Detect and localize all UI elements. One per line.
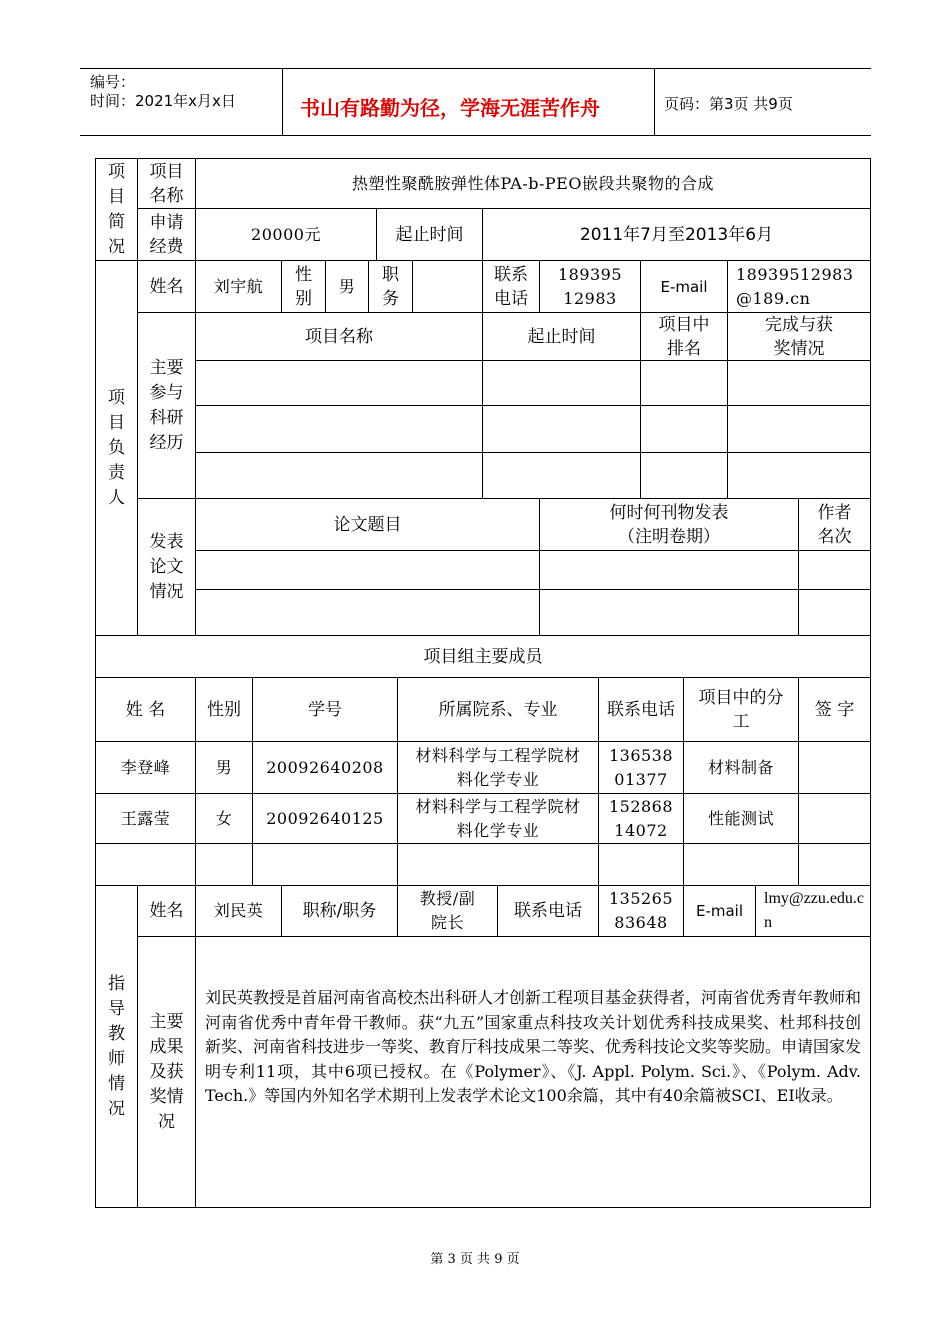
- grid-line: [137, 936, 870, 937]
- fund-label-text: 申请经费: [149, 212, 184, 257]
- time-label: 时间：2021年x月x日: [90, 92, 236, 110]
- leader-gender-label-text: 性别: [295, 264, 312, 309]
- advisor-phone-value-text: 13526583648: [608, 889, 674, 932]
- advisor-title-label: 职称/职务: [302, 901, 377, 921]
- period-label: 起止时间: [395, 224, 464, 245]
- fund-value: 20000元: [251, 224, 321, 244]
- advisor-phone-value: [599, 886, 683, 936]
- grid-line: [195, 452, 870, 453]
- advisor-name-label: 姓名: [149, 901, 184, 921]
- header-bottom-rule: [80, 135, 871, 136]
- papers-label: [138, 499, 195, 635]
- member-phone: [599, 794, 683, 843]
- advisor-section-text: 指导教师情况: [108, 973, 125, 1119]
- advisor-achieve-label-text: 主要成果及获奖情况: [149, 1011, 184, 1132]
- member-name: 王露莹: [120, 808, 171, 828]
- members-header-dept: 所属院系、专业: [438, 699, 558, 720]
- advisor-achieve-label: [138, 937, 195, 1207]
- leader-title-label-text: 职务: [382, 264, 399, 309]
- member-sign[interactable]: [799, 742, 870, 793]
- research-header-name: 项目名称: [305, 326, 373, 347]
- member-phone-text: 13653801377: [608, 745, 674, 789]
- member-dept-text: 材料科学与工程学院材料化学专业: [415, 796, 581, 840]
- papers-header-journal-text: 何时何刊物发表（注明卷期）: [609, 502, 729, 547]
- fund-label: [138, 209, 195, 260]
- leader-name-label: 姓名: [149, 276, 184, 297]
- project-name-value: 热塑性聚酰胺弹性体PA-b-PEO嵌段共聚物的合成: [352, 173, 714, 193]
- member-phone-text: 15286814072: [608, 796, 674, 840]
- project-section-text: 项目简况: [108, 161, 125, 257]
- project-name-label-text: 项目名称: [149, 161, 184, 206]
- members-header-name: 姓 名: [125, 699, 166, 720]
- member-gender: 男: [215, 757, 233, 777]
- papers-header-order: [799, 499, 870, 550]
- table-border-right: [870, 158, 871, 1208]
- advisor-email-label: E-mail: [695, 902, 744, 920]
- advisor-section-label: [96, 886, 137, 1207]
- advisor-phone-label: 联系电话: [514, 901, 582, 921]
- header-motto: 书山有路勤为径，学海无涯苦作舟: [300, 96, 600, 120]
- advisor-name-value: 刘民英: [213, 901, 264, 920]
- research-header-rank-text: 项目中排名: [658, 314, 710, 359]
- project-name-label: [138, 159, 195, 208]
- leader-title-value: [413, 261, 482, 312]
- member-phone: [599, 742, 683, 793]
- member-name: 李登峰: [120, 757, 171, 777]
- member-dept: [398, 794, 598, 843]
- leader-phone-label-text: 联系电话: [494, 264, 528, 309]
- papers-label-text: 发表论文情况: [149, 531, 184, 602]
- grid-line: [195, 550, 870, 551]
- research-header-period: 起止时间: [527, 326, 596, 347]
- leader-name-value: 刘宇航: [213, 276, 264, 296]
- leader-phone-value-text: 18939512983: [557, 264, 623, 308]
- leader-phone-value: [540, 261, 640, 312]
- research-label-text: 主要参与科研经历: [149, 357, 184, 453]
- grid-line: [195, 589, 870, 590]
- project-section-label: [96, 159, 137, 260]
- papers-header-journal: [540, 499, 798, 550]
- leader-gender-label: [282, 261, 325, 312]
- members-header-id: 学号: [308, 699, 342, 720]
- leader-email-value: [728, 261, 870, 312]
- leader-gender-value: 男: [338, 276, 356, 296]
- members-header-phone: 联系电话: [607, 699, 675, 720]
- member-role: 材料制备: [707, 757, 774, 777]
- grid-line: [95, 843, 871, 844]
- members-header-role-text: 项目中的分工: [698, 687, 784, 732]
- leader-section-label: [96, 261, 137, 635]
- members-header-gender: 性别: [207, 699, 241, 720]
- header-top-rule: [80, 68, 871, 69]
- advisor-email-value: [756, 886, 870, 936]
- member-role: 性能测试: [707, 808, 774, 828]
- page-footer: 第 3 页 共 9 页: [430, 1252, 520, 1267]
- advisor-title-value: [398, 886, 497, 936]
- member-dept-text: 材料科学与工程学院材料化学专业: [415, 745, 581, 789]
- table-border-bottom: [95, 1207, 871, 1208]
- leader-email-value-text: 18939512983@189.cn: [736, 264, 854, 308]
- member-id: 20092640125: [266, 808, 384, 828]
- research-header-award-text: 完成与获奖情况: [765, 314, 833, 359]
- papers-header-order-text: 作者名次: [817, 502, 852, 547]
- advisor-achievements: 刘民英教授是首届河南省高校杰出科研人才创新工程项目基金获得者，河南省优秀青年教师和河南省优秀中青年骨干教师。获“九五”国家重点科技攻关计划优秀科技成果奖、杜邦科技创新奖、河南省科技进步一等奖、教育厅科技成果二等奖、优秀科技论文奖等奖励。申请国家发明专利11项，其中6项已授权。在《Polymer》、《J. Appl. Polym. Sci.》、《Polym. Adv. Tech.》等国内外知名学术期刊上发表学术论文100余篇，其中有40余篇被SCI、EI收录。: [205, 988, 862, 1105]
- member-dept: [398, 742, 598, 793]
- members-header-role: [684, 678, 798, 741]
- leader-phone-label: [483, 261, 539, 312]
- papers-header-title: 论文题目: [333, 514, 402, 535]
- member-id: 20092640208: [266, 757, 384, 777]
- advisor-email-value-text: lmy@zzu.edu.cn: [764, 890, 865, 931]
- advisor-title-value-text: 教授/副院长: [419, 889, 476, 932]
- members-header-sign: 签 字: [814, 699, 855, 720]
- research-header-rank: [641, 313, 727, 360]
- header-divider-2: [654, 68, 655, 136]
- leader-email-label: E-mail: [660, 277, 708, 296]
- member-sign[interactable]: [799, 794, 870, 843]
- research-header-award: [728, 313, 870, 360]
- header-divider-1: [282, 68, 283, 136]
- page-label: 页码：第3页 共9页: [664, 95, 793, 113]
- period-value: 2011年7月至2013年6月: [579, 224, 774, 245]
- leader-title-label: [369, 261, 412, 312]
- serial-label: 编号：: [90, 73, 136, 91]
- member-gender: 女: [215, 808, 233, 828]
- members-title: 项目组主要成员: [423, 646, 543, 667]
- grid-line: [195, 405, 870, 406]
- leader-section-text: 项目负责人: [108, 387, 125, 508]
- research-label: [138, 313, 195, 498]
